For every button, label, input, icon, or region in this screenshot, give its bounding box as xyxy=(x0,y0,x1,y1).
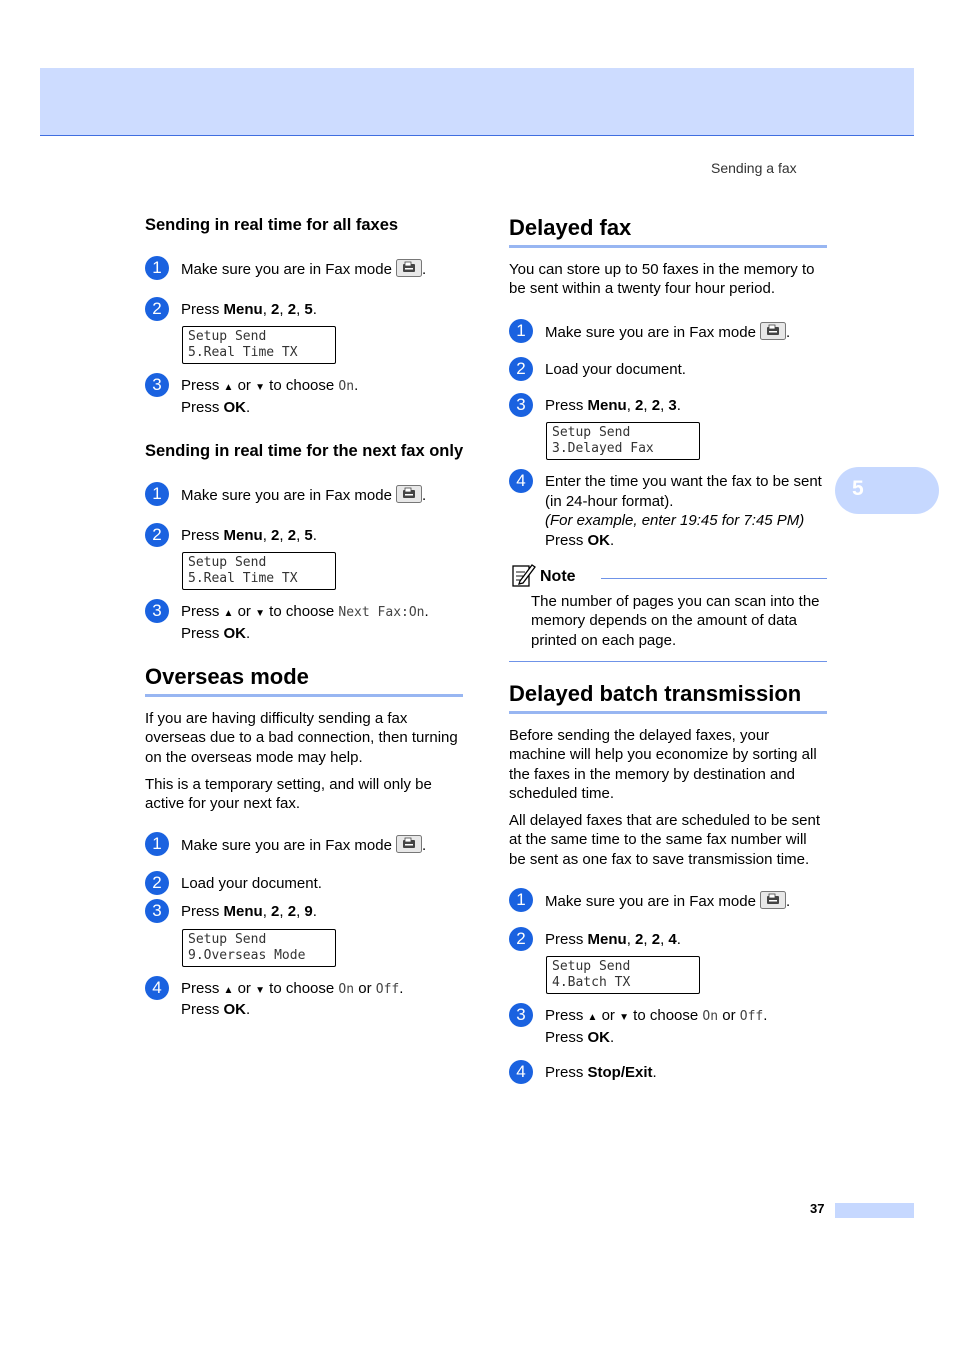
ok-key: OK xyxy=(223,1001,247,1019)
fax-mode-icon xyxy=(396,259,422,277)
up-arrow-icon: ▲ xyxy=(587,1012,598,1024)
lcd-line-1: Setup Send xyxy=(552,959,631,975)
step-number: 1 xyxy=(145,482,169,506)
step-1: 1 Make sure you are in Fax mode . xyxy=(145,485,475,506)
step-text: Make sure you are in Fax mode xyxy=(181,487,392,504)
up-arrow-icon: ▲ xyxy=(223,608,234,619)
step-number: 3 xyxy=(145,599,169,623)
lcd-line-1: Setup Send xyxy=(188,555,267,570)
step-3: 3 Press Menu, 2, 2, 3. xyxy=(509,396,827,416)
left-column xyxy=(145,214,475,1020)
step-4: 4 Press Stop/Exit. xyxy=(509,1063,827,1083)
lcd-display xyxy=(546,956,700,994)
step-3: 3 Press ▲ or ▼ to choose On. Press OK. xyxy=(145,376,475,417)
lcd-line-1: Setup Send xyxy=(552,425,631,441)
running-header: Sending a fax xyxy=(711,160,797,176)
step-text: Enter the time you want the fax to be sent (in 24-hour format). xyxy=(545,473,822,510)
step-number: 1 xyxy=(145,832,169,856)
menu-key: Menu xyxy=(223,903,263,921)
note-rule xyxy=(601,578,827,579)
paragraph: If you are having difficulty sending a fax overseas due to a bad connection, then turning on the overseas mode may help. xyxy=(145,710,458,766)
header-band xyxy=(40,68,914,136)
fax-mode-icon xyxy=(396,485,422,503)
down-arrow-icon: ▼ xyxy=(255,382,266,393)
lcd-line-2: 9.Overseas Mode xyxy=(188,947,306,963)
step-number: 4 xyxy=(145,976,169,1000)
step-text: Load your document. xyxy=(545,361,686,379)
step-3: 3 Press ▲ or ▼ to choose On or Off. Press OK. xyxy=(509,1006,827,1047)
section-heading: Delayed fax xyxy=(509,214,827,248)
menu-key: Menu xyxy=(587,396,627,414)
step-4: 4 Enter the time you want the fax to be sent (in 24-hour format). (For example, enter 19:45 for 7:45 PM) Press OK. xyxy=(509,472,827,550)
step-number: 2 xyxy=(509,927,533,951)
right-column xyxy=(509,214,827,1083)
menu-key: Menu xyxy=(223,526,263,544)
down-arrow-icon: ▼ xyxy=(255,608,266,619)
step-1: 1 Make sure you are in Fax mode . xyxy=(509,891,827,912)
step-number: 4 xyxy=(509,1060,533,1084)
paragraph: Before sending the delayed faxes, your machine will help you economize by sorting all the faxes in the memory by destination and scheduled time. xyxy=(509,726,817,802)
step-number: 3 xyxy=(145,899,169,923)
section-title: Sending in real time for the next fax only xyxy=(145,442,464,460)
step-number: 2 xyxy=(145,523,169,547)
lcd-display xyxy=(182,552,336,590)
note-text: The number of pages you can scan into the memory depends on the amount of data printed on each page. xyxy=(531,593,820,649)
step-number: 2 xyxy=(145,871,169,895)
step-number: 3 xyxy=(145,373,169,397)
step-1: 1 Make sure you are in Fax mode . xyxy=(145,835,475,856)
lcd-display xyxy=(182,929,336,967)
ok-key: OK xyxy=(587,531,611,549)
step-number: 3 xyxy=(509,1003,533,1027)
step-text: Make sure you are in Fax mode xyxy=(545,323,756,341)
chapter-number: 5 xyxy=(852,477,864,500)
step-text: Make sure you are in Fax mode xyxy=(545,893,756,911)
fax-mode-icon xyxy=(760,322,786,340)
ok-key: OK xyxy=(223,624,247,642)
section-title: Sending in real time for all faxes xyxy=(145,216,399,234)
step-3: 3 Press ▲ or ▼ to choose Next Fax:On. Press OK. xyxy=(145,602,475,643)
note-header xyxy=(509,562,827,592)
paragraph: This is a temporary setting, and will only be active for your next fax. xyxy=(145,775,432,813)
menu-key: Menu xyxy=(223,300,263,318)
lcd-display xyxy=(182,326,336,364)
lcd-line-2: 4.Batch TX xyxy=(552,975,631,991)
lcd-line-2: 5.Real Time TX xyxy=(188,571,298,586)
paragraph: You can store up to 50 faxes in the memory to be sent within a twenty four hour period. xyxy=(509,261,815,298)
step-2: 2 Press Menu, 2, 2, 5. xyxy=(145,526,475,546)
example-text: (For example, enter 19:45 for 7:45 PM) xyxy=(545,512,805,530)
step-number: 3 xyxy=(509,393,533,417)
step-3: 3 Press Menu, 2, 2, 9. xyxy=(145,902,475,922)
step-text: Load your document. xyxy=(181,874,322,892)
section-heading: Delayed batch transmission xyxy=(509,680,827,714)
up-arrow-icon: ▲ xyxy=(223,382,234,393)
menu-key: Menu xyxy=(587,930,627,948)
lcd-line-2: 3.Delayed Fax xyxy=(552,441,654,457)
note-end-rule xyxy=(509,661,827,662)
step-number: 2 xyxy=(509,357,533,381)
step-number: 1 xyxy=(509,319,533,343)
down-arrow-icon: ▼ xyxy=(619,1012,630,1024)
step-2: 2 Press Menu, 2, 2, 4. xyxy=(509,930,827,950)
step-1: 1 Make sure you are in Fax mode . xyxy=(509,322,827,343)
step-number: 2 xyxy=(145,297,169,321)
fax-mode-icon xyxy=(396,835,422,853)
step-text: Make sure you are in Fax mode xyxy=(181,837,392,855)
step-number: 1 xyxy=(145,256,169,280)
lcd-line-2: 5.Real Time TX xyxy=(188,345,298,360)
fax-mode-icon xyxy=(760,891,786,909)
page-number: 37 xyxy=(810,1201,825,1216)
chapter-tab xyxy=(835,467,939,514)
step-4: 4 Press ▲ or ▼ to choose On or Off. Press OK. xyxy=(145,979,475,1020)
lcd-display xyxy=(546,422,700,460)
down-arrow-icon: ▼ xyxy=(255,984,266,996)
step-number: 4 xyxy=(509,469,533,493)
ok-key: OK xyxy=(587,1028,611,1046)
step-1: 1 Make sure you are in Fax mode . xyxy=(145,259,475,280)
paragraph: All delayed faxes that are scheduled to be sent at the same time to the same fax number will be sent as one fax to save transmission time. xyxy=(509,812,821,868)
note-label: Note xyxy=(540,568,576,586)
step-text: Make sure you are in Fax mode xyxy=(181,261,392,278)
lcd-line-1: Setup Send xyxy=(188,931,267,947)
step-2 xyxy=(509,360,827,380)
step-2 xyxy=(145,874,475,894)
ok-key: OK xyxy=(223,398,247,416)
stop-exit-key: Stop/Exit xyxy=(587,1064,653,1082)
page-number-bar xyxy=(835,1203,914,1218)
section-heading: Overseas mode xyxy=(145,663,463,697)
step-number: 1 xyxy=(509,888,533,912)
up-arrow-icon: ▲ xyxy=(223,984,234,996)
lcd-line-1: Setup Send xyxy=(188,329,267,344)
note-pencil-icon xyxy=(511,562,537,588)
step-2: 2 Press Menu, 2, 2, 5. xyxy=(145,300,475,320)
